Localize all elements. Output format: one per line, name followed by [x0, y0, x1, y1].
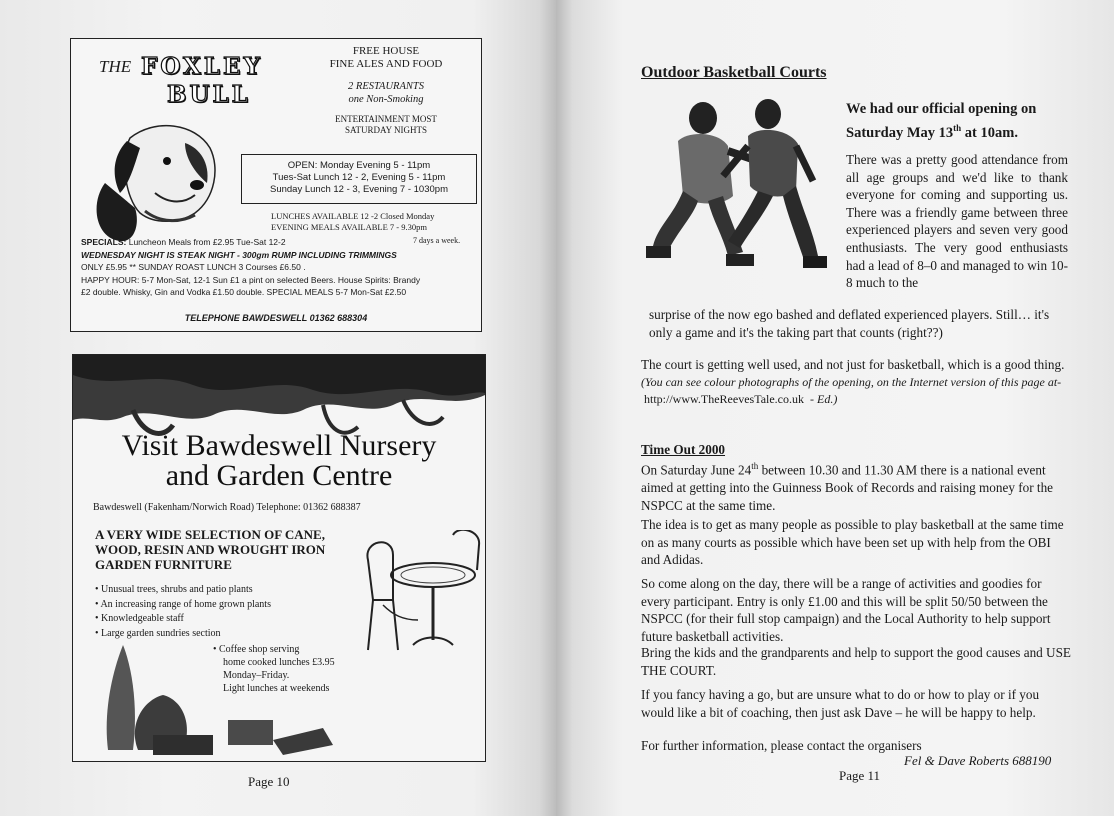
opening-heading-line2: Saturday May 13th at 10am. — [846, 123, 1018, 141]
coffee-line3: Monday–Friday. — [223, 670, 290, 681]
coffee-line4: Light lunches at weekends — [223, 683, 330, 694]
opening-hours-box — [241, 154, 477, 204]
coffee-shop-info — [213, 643, 335, 695]
contact-line: For further information, please contact the organisers — [641, 738, 922, 753]
sunday-roast: ONLY £5.95 ** SUNDAY ROAST LUNCH 3 Courses £6.50 . — [81, 262, 306, 272]
lunches-available: LUNCHES AVAILABLE 12 -2 Closed Monday — [271, 211, 435, 221]
bull-name: BULL — [167, 81, 251, 108]
free-house: FREE HOUSE — [352, 45, 420, 57]
page-number-right: Page 11 — [839, 768, 881, 783]
organisers-signature: Fel & Dave Roberts 688190 — [904, 753, 1052, 768]
furniture-heading — [95, 527, 375, 572]
specials-text: Luncheon Meals from £2.95 Tue-Sat 12-2 — [128, 237, 286, 247]
nursery-advert — [72, 354, 486, 762]
court-used-text: The court is getting well used, and not just for basketball, which is a good thing. — [641, 357, 1065, 372]
furniture-line1: A VERY WIDE SELECTION OF CANE, — [95, 527, 325, 542]
time-out-paragraph5: If you fancy having a go, but are unsure what to do or how to play or if you would like a bit of coaching, then just ask Dave – he will be happy to help. — [641, 687, 1040, 720]
list-item: • Large garden sundries section — [95, 627, 221, 639]
foxley-telephone: TELEPHONE BAWDESWELL 01362 688304 — [184, 313, 368, 323]
days-a-week: 7 days a week. — [413, 236, 461, 245]
list-item: • An increasing range of home grown plants — [95, 598, 271, 610]
open-line2: Tues-Sat Lunch 12 - 2, Evening 5 - 11pm — [272, 172, 446, 183]
opening-heading-line1: We had our official opening on — [846, 101, 1037, 117]
nursery-title-line2: and Garden Centre — [165, 459, 393, 492]
basketball-players-illustration — [628, 96, 838, 286]
foxley-name: FOXLEY — [141, 53, 263, 80]
list-item: • Knowledgeable staff — [95, 613, 184, 624]
entertainment-line2: SATURDAY NIGHTS — [344, 125, 428, 135]
nursery-address: Bawdeswell (Fakenham/Norwich Road) Telephone: 01362 688387 — [93, 502, 361, 513]
time-out-heading: Time Out 2000 — [641, 442, 726, 457]
left-page — [0, 0, 556, 816]
happy-hour: HAPPY HOUR: 5-7 Mon-Sat, 12-1 Sun £1 a pint on selected Beers. House Spirits: Brandy — [81, 274, 421, 285]
time-out-paragraph3: So come along on the day, there will be a range of activities and goodies for every participant. Entry is only £1.00 and this will be split 50/50 between the NSPCC (for their full stop campaign) and the Local Authority to help support future basketball activities. — [641, 576, 1051, 644]
evening-meals: EVENING MEALS AVAILABLE 7 - 9.30pm — [271, 222, 427, 232]
bull-terrier-illustration — [85, 113, 225, 243]
opening-heading — [846, 100, 1076, 143]
foxley-bull-advert — [70, 38, 482, 332]
steak-night: WEDNESDAY NIGHT IS STEAK NIGHT - 300gm RUMP INCLUDING TRIMMINGS — [81, 249, 397, 260]
restaurants: 2 RESTAURANTS — [348, 81, 424, 92]
coffee-line1: • Coffee shop serving — [213, 644, 300, 655]
time-out-paragraph4: Bring the kids and the grandparents and help to support the good causes and USE THE COURT. — [641, 645, 1071, 678]
page-number-left: Page 10 — [248, 774, 290, 789]
happy-hour-cont: £2 double. Whisky, Gin and Vodka £1.50 double. SPECIAL MEALS 5-7 Mon-Sat £2.50 — [81, 287, 407, 297]
foxley-info — [296, 45, 476, 136]
time-out-paragraph2: The idea is to get as many people as possible to play basketball at the same time on as many courts as possible which have been set up with help from the OBI and Adidas. — [641, 517, 1064, 568]
court-used-paragraph — [641, 356, 1073, 409]
open-line1: OPEN: Monday Evening 5 - 11pm — [287, 160, 431, 171]
meal-times — [271, 211, 481, 233]
opening-paragraph: There was a pretty good attendance from all age groups and we'd like to thank everyone for coming and supporting us. There was a friendly game between three experienced players and seven very good enthusiasts. The very good enthusiasts had a lead of 8–0 and managed to win 10-8 much to the — [846, 152, 1068, 291]
nursery-features-list — [95, 583, 271, 641]
article-title: Outdoor Basketball Courts — [641, 64, 827, 81]
list-item: • Unusual trees, shrubs and patio plants — [95, 584, 253, 595]
foxley-the: THE — [99, 57, 132, 76]
fine-ales: FINE ALES AND FOOD — [329, 58, 443, 70]
website-link[interactable]: http://www.TheReevesTale.co.uk — [644, 392, 805, 407]
furniture-line3: GARDEN FURNITURE — [95, 557, 232, 572]
furniture-line2: WOOD, RESIN AND WROUGHT IRON — [95, 542, 326, 557]
entertainment-line1: ENTERTAINMENT MOST — [335, 114, 437, 124]
non-smoking: one Non-Smoking — [348, 94, 424, 105]
nursery-title — [73, 431, 485, 491]
open-line3: Sunday Lunch 12 - 3, Evening 7 - 1030pm — [270, 184, 448, 195]
coffee-line2: home cooked lunches £3.95 — [223, 657, 335, 668]
specials-block — [81, 236, 476, 299]
opening-paragraph-cont: surprise of the now ego bashed and deflated experienced players. Still… it's only a game and it's the taking part that counts (right??) — [649, 307, 1050, 340]
colour-photos-note: (You can see colour photographs of the opening, on the Internet version of this page at- http://www.TheReevesTale.co.uk - Ed.) — [641, 374, 1062, 407]
nursery-title-line1: Visit Bawdeswell Nursery — [121, 429, 437, 462]
time-out-paragraph1: On Saturday June 24th between 10.30 and 11.30 AM there is a national event aimed at getting into the Guinness Book of Records and raising money for the NSPCC at the same time. — [641, 461, 1054, 513]
specials-label: SPECIALS: — [81, 237, 127, 247]
